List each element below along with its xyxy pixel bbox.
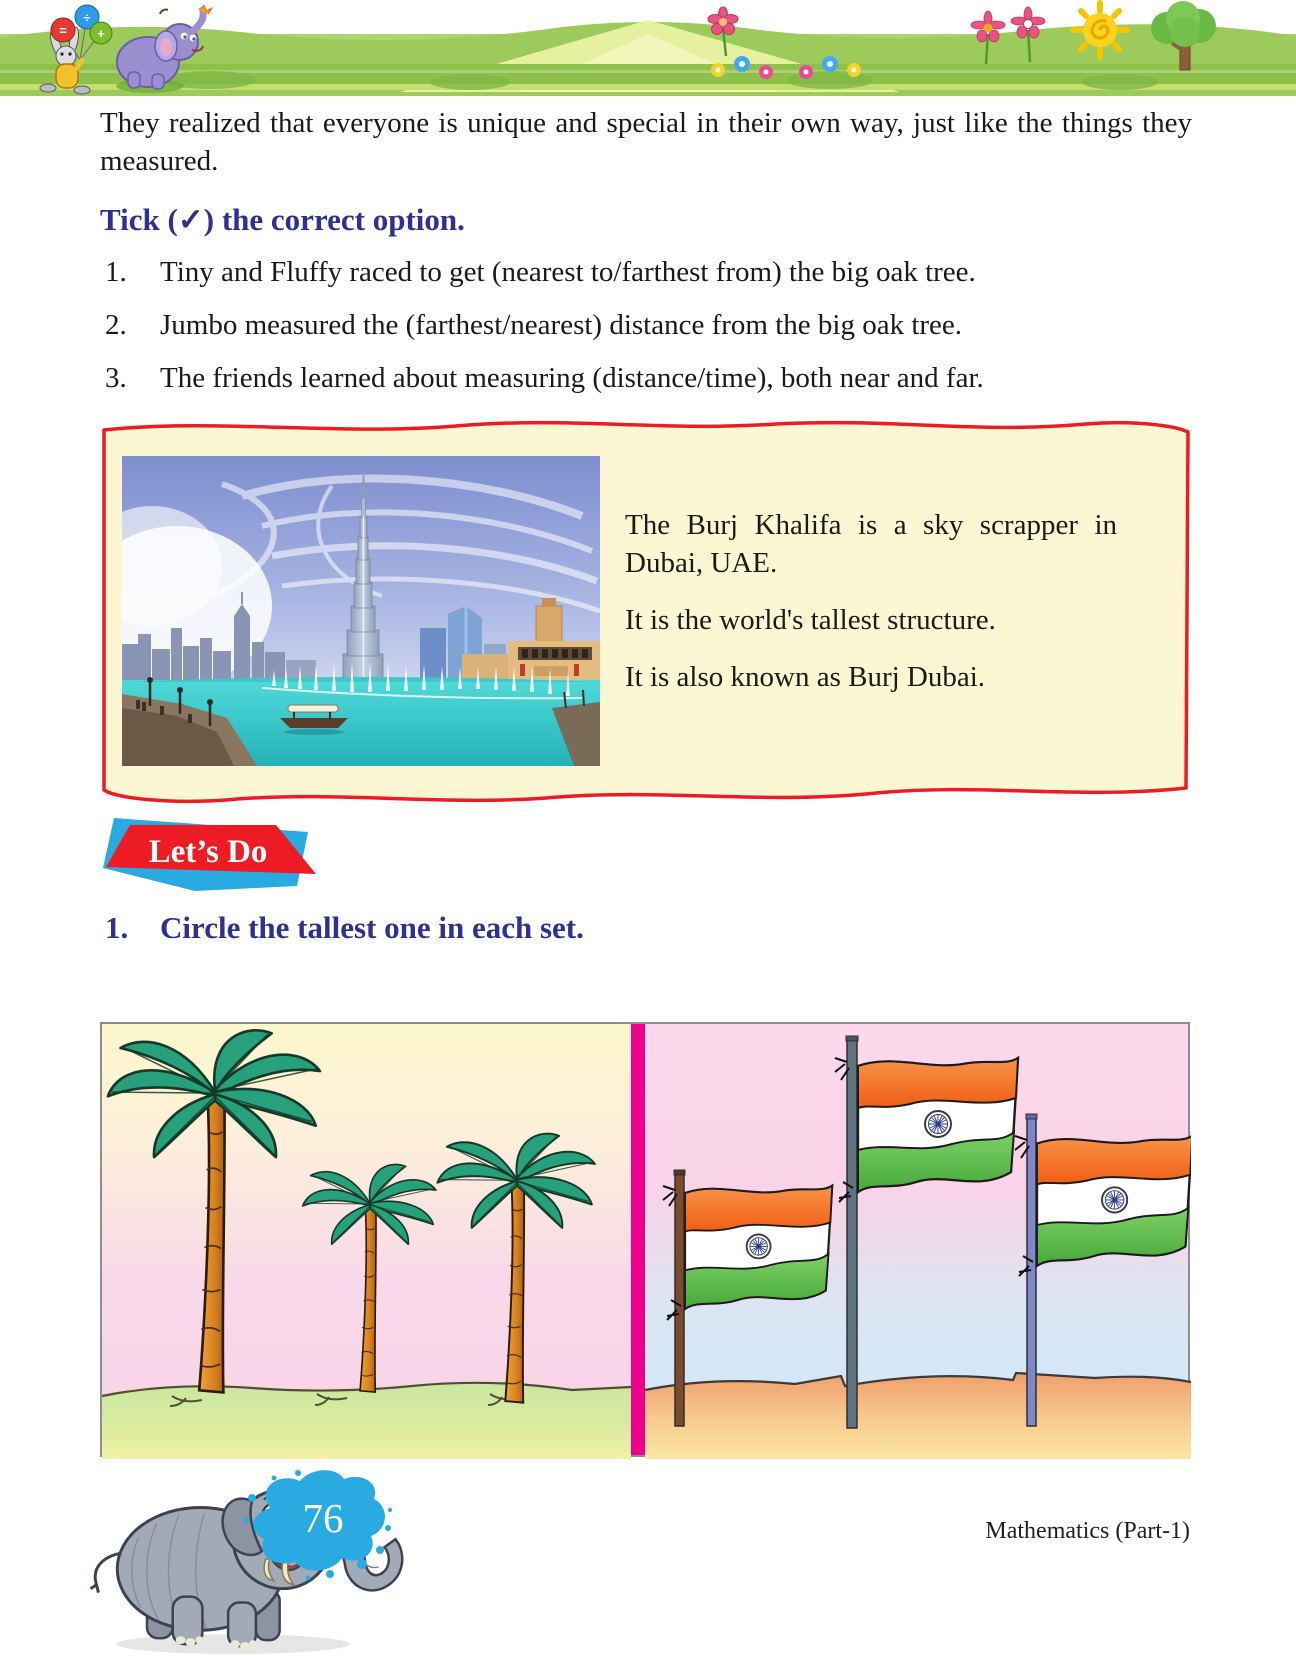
fact-box-text <box>625 506 1117 715</box>
question-text: Jumbo measured the (farthest/nearest) distance from the big oak tree. <box>160 309 963 341</box>
fact-line: It is also known as Burj Dubai. <box>625 661 986 693</box>
sun-icon <box>1073 3 1127 57</box>
fact-line: It is the world's tallest structure. <box>625 604 996 636</box>
tick-heading: Tick (✓) the correct option. <box>100 202 465 237</box>
question-number: 2. <box>105 309 127 341</box>
activity-instruction: Circle the tallest one in each set. <box>160 910 584 945</box>
question-number: 1. <box>105 256 127 288</box>
svg-text:÷: ÷ <box>83 10 91 25</box>
page-number: 76 <box>302 1495 344 1541</box>
svg-text:+: + <box>97 26 105 41</box>
question-text: The friends learned about measuring (distance/time), both near and far. <box>160 362 984 394</box>
panel-divider <box>631 1024 645 1455</box>
question-text: Tiny and Fluffy raced to get (nearest to/farthest from) the big oak tree. <box>160 256 976 288</box>
palm-trees-panel <box>102 1024 631 1455</box>
lets-do-label: Let’s Do <box>148 834 268 870</box>
question-number: 3. <box>105 362 127 394</box>
flags-panel <box>645 1024 1188 1455</box>
header-banner <box>0 0 1296 96</box>
fact-line: The Burj Khalifa is a sky scrapper in Dubai, UAE. <box>625 509 1117 579</box>
intro-paragraph: They realized that everyone is unique and special in their own way, just like the things they measured. <box>100 107 1192 177</box>
footer-book-title: Mathematics (Part-1) <box>985 1518 1190 1544</box>
burj-khalifa-photo <box>122 456 600 766</box>
svg-text:=: = <box>59 23 67 38</box>
activity-number: 1. <box>105 910 129 945</box>
activity-figure <box>100 1022 1190 1457</box>
boat <box>280 705 348 735</box>
